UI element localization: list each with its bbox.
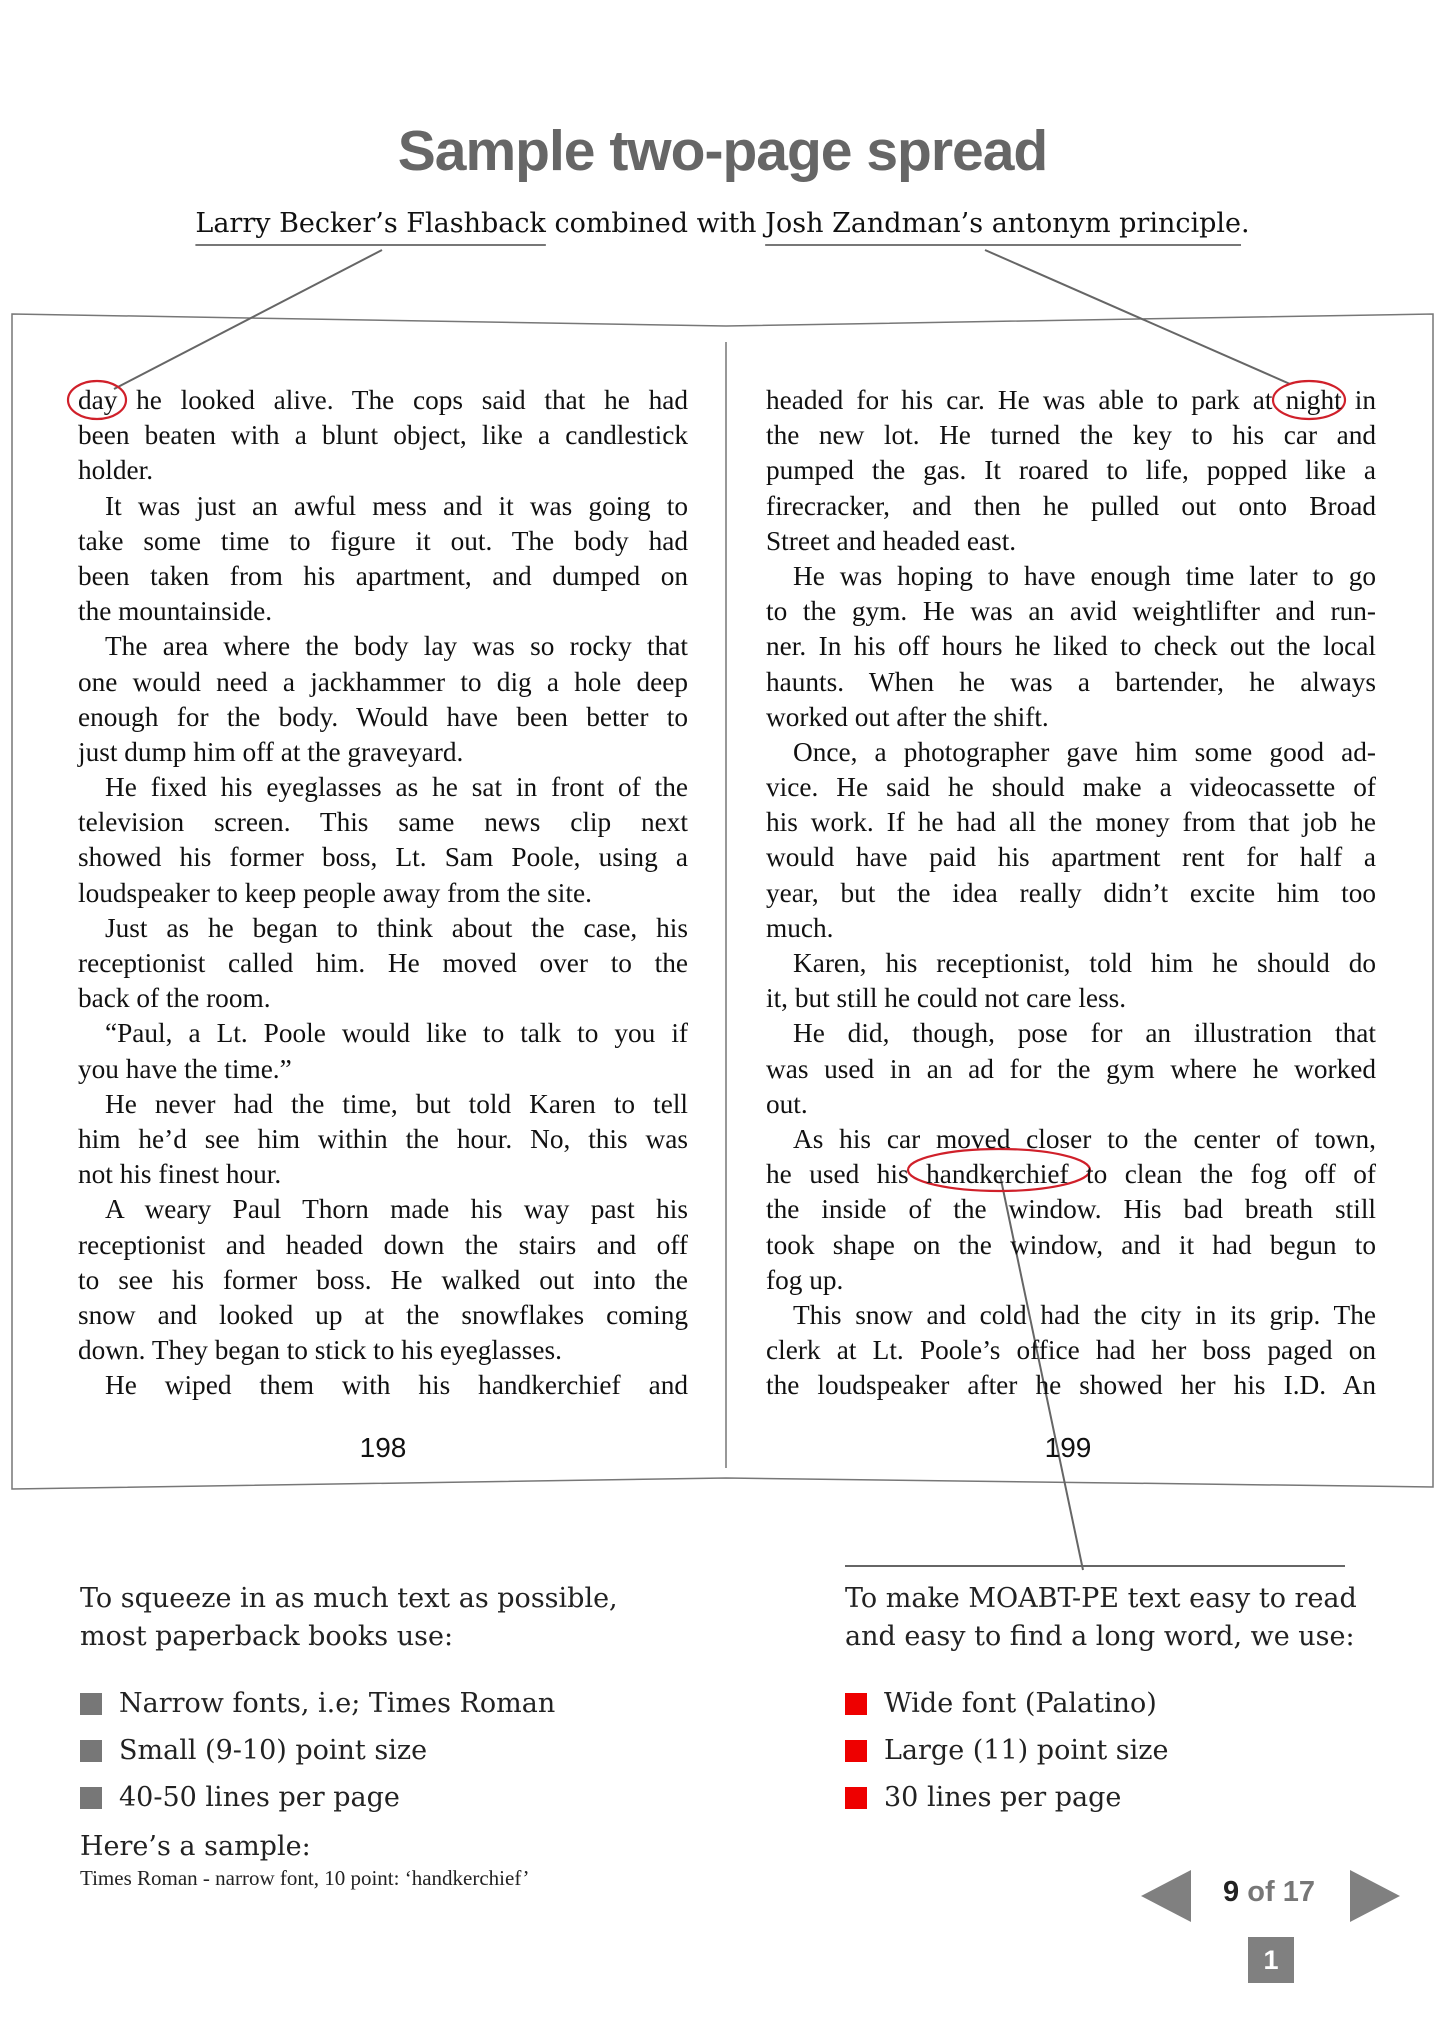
- moabt-bullet: [845, 1727, 1405, 1774]
- text-line: to the gym. He was an avid weightlifter and run-: [766, 596, 1376, 627]
- left-page-number: 198: [359, 1432, 407, 1463]
- text-line: He fixed his eyeglasses as he sat in front of the: [105, 772, 688, 803]
- text-line: you have the time.”: [78, 1053, 292, 1084]
- grey-square-icon: [80, 1693, 102, 1715]
- text-line: much.: [766, 912, 834, 943]
- text-line: He did, though, pose for an illustration that: [793, 1018, 1376, 1049]
- paperback-bullet: [80, 1774, 700, 1821]
- text-line: was used in an ad for the gym where he worked: [766, 1053, 1376, 1084]
- text-line: not his finest hour.: [78, 1159, 282, 1190]
- text-line: took shape on the window, and it had begun to: [766, 1229, 1376, 1260]
- page-indicator: [1209, 1876, 1329, 1909]
- bullet-text: Large (11) point size: [884, 1735, 1169, 1766]
- page-title: Sample two-page spread: [397, 119, 1048, 183]
- text-line: out.: [766, 1088, 808, 1119]
- text-line: vice. He said he should make a videocassette of: [766, 772, 1376, 803]
- text-line: he used his handkerchief to clean the fog off of: [766, 1159, 1376, 1190]
- grey-square-icon: [80, 1740, 102, 1762]
- right-page-text: [766, 383, 1376, 1403]
- moabt-info: [845, 1580, 1405, 1821]
- moabt-intro-line2: and easy to find a long word, we use:: [845, 1621, 1355, 1652]
- bullet-text: Wide font (Palatino): [884, 1688, 1157, 1719]
- text-line: it, but still he could not care less.: [766, 983, 1127, 1014]
- paperback-info: [80, 1580, 700, 1891]
- text-line: The area where the body lay was so rocky that: [105, 631, 688, 662]
- text-line: to see his former boss. He walked out into the: [78, 1264, 688, 1295]
- paperback-intro: [80, 1580, 700, 1656]
- text-line: snow and looked up at the snowflakes coming: [78, 1299, 688, 1330]
- text-line: take some time to figure it out. The body had: [78, 525, 688, 556]
- red-square-icon: [845, 1740, 867, 1762]
- bullet-text: 40-50 lines per page: [119, 1782, 400, 1813]
- grey-square-icon: [80, 1787, 102, 1809]
- text-line: receptionist and headed down the stairs and off: [78, 1229, 688, 1260]
- text-line: He was hoping to have enough time later to go: [793, 560, 1376, 591]
- text-line: firecracker, and then he pulled out onto Broad: [766, 490, 1376, 521]
- text-line: haunts. When he was a bartender, he always: [766, 666, 1376, 697]
- previous-page-arrow-icon[interactable]: [1141, 1870, 1191, 1922]
- text-line: pumped the gas. It roared to life, popped like a: [766, 455, 1376, 486]
- text-line: the loudspeaker after he showed her his I.D. An: [766, 1370, 1376, 1401]
- text-line: “Paul, a Lt. Poole would like to talk to you if: [105, 1018, 688, 1049]
- text-line: the inside of the window. His bad breath still: [766, 1194, 1376, 1225]
- paperback-intro-line2: most paperback books use:: [80, 1621, 454, 1652]
- red-square-icon: [845, 1787, 867, 1809]
- page-of: of: [1247, 1876, 1275, 1908]
- bullet-text: Narrow fonts, i.e; Times Roman: [119, 1688, 556, 1719]
- current-page: 9: [1223, 1876, 1240, 1908]
- text-line: headed for his car. He was able to park at night in: [766, 385, 1376, 415]
- text-line: just dump him off at the graveyard.: [78, 736, 464, 767]
- bullet-text: Small (9-10) point size: [119, 1735, 428, 1766]
- moabt-intro-line1: To make MOABT-PE text easy to read: [845, 1583, 1357, 1614]
- text-line: the mountainside.: [78, 596, 273, 627]
- text-line: showed his former boss, Lt. Sam Poole, using a: [78, 842, 688, 873]
- text-line: would have paid his apartment rent for half a: [766, 842, 1376, 873]
- paperback-bullet: [80, 1680, 700, 1727]
- bullet-text: 30 lines per page: [884, 1782, 1122, 1813]
- text-line: clerk at Lt. Poole’s office had her boss paged on: [766, 1335, 1376, 1366]
- text-line: Karen, his receptionist, told him he should do: [793, 948, 1376, 978]
- paperback-bullet: [80, 1727, 700, 1774]
- text-line: As his car moved closer to the center of town,: [793, 1123, 1376, 1154]
- text-line: the new lot. He turned the key to his car and: [766, 420, 1376, 451]
- subtitle-middle: combined with: [545, 208, 766, 239]
- text-line: his work. If he had all the money from that job he: [766, 807, 1376, 838]
- moabt-bullet: [845, 1774, 1405, 1821]
- subtitle-link-antonym: Josh Zandman’s antonym principle: [765, 208, 1241, 239]
- text-line: year, but the idea really didn’t excite him too: [766, 877, 1376, 908]
- text-line: down. They began to stick to his eyeglasses.: [78, 1335, 562, 1366]
- text-line: He wiped them with his handkerchief and: [105, 1370, 688, 1401]
- text-line: one would need a jackhammer to dig a hole deep: [78, 666, 688, 697]
- text-line: him he’d see him within the hour. No, this was: [78, 1123, 688, 1154]
- text-line: day he looked alive. The cops said that he had: [78, 385, 688, 415]
- text-line: loudspeaker to keep people away from the site.: [78, 877, 592, 908]
- text-line: enough for the body. Would have been better to: [78, 701, 688, 732]
- moabt-intro: [845, 1580, 1405, 1656]
- text-line: This snow and cold had the city in its grip. The: [793, 1299, 1376, 1330]
- page-number-box[interactable]: 1: [1248, 1937, 1294, 1983]
- text-line: ner. In his off hours he liked to check out the local: [766, 631, 1376, 662]
- text-line: been beaten with a blunt object, like a candlestick: [78, 420, 688, 451]
- text-line: been taken from his apartment, and dumped on: [78, 560, 688, 591]
- text-line: Just as he began to think about the case, his: [105, 912, 688, 943]
- pager: [1141, 1870, 1401, 1930]
- moabt-bullet: [845, 1680, 1405, 1727]
- text-line: Street and headed east.: [766, 525, 1017, 556]
- red-square-icon: [845, 1693, 867, 1715]
- subtitle-link-flashback: Larry Becker’s Flashback: [195, 208, 546, 239]
- text-line: fog up.: [766, 1264, 844, 1295]
- text-line: back of the room.: [78, 983, 271, 1014]
- text-line: holder.: [78, 455, 154, 486]
- subtitle-end: .: [1241, 208, 1250, 239]
- next-page-arrow-icon[interactable]: [1350, 1870, 1400, 1922]
- text-line: He never had the time, but told Karen to tell: [105, 1088, 688, 1119]
- left-page-text: [78, 383, 688, 1403]
- sample-text: Times Roman - narrow font, 10 point: ‘handkerchief’: [80, 1866, 530, 1890]
- text-line: receptionist called him. He moved over to the: [78, 948, 688, 978]
- right-page-number: 199: [1044, 1432, 1092, 1463]
- text-line: television screen. This same news clip next: [78, 807, 688, 838]
- paperback-intro-line1: To squeeze in as much text as possible,: [80, 1583, 618, 1614]
- text-line: worked out after the shift.: [766, 701, 1049, 732]
- sample-heading: Here’s a sample:: [80, 1831, 311, 1862]
- total-pages: 17: [1282, 1876, 1315, 1908]
- text-line: Once, a photographer gave him some good ad-: [793, 736, 1376, 767]
- text-line: A weary Paul Thorn made his way past his: [105, 1194, 688, 1225]
- text-line: It was just an awful mess and it was going to: [105, 490, 688, 521]
